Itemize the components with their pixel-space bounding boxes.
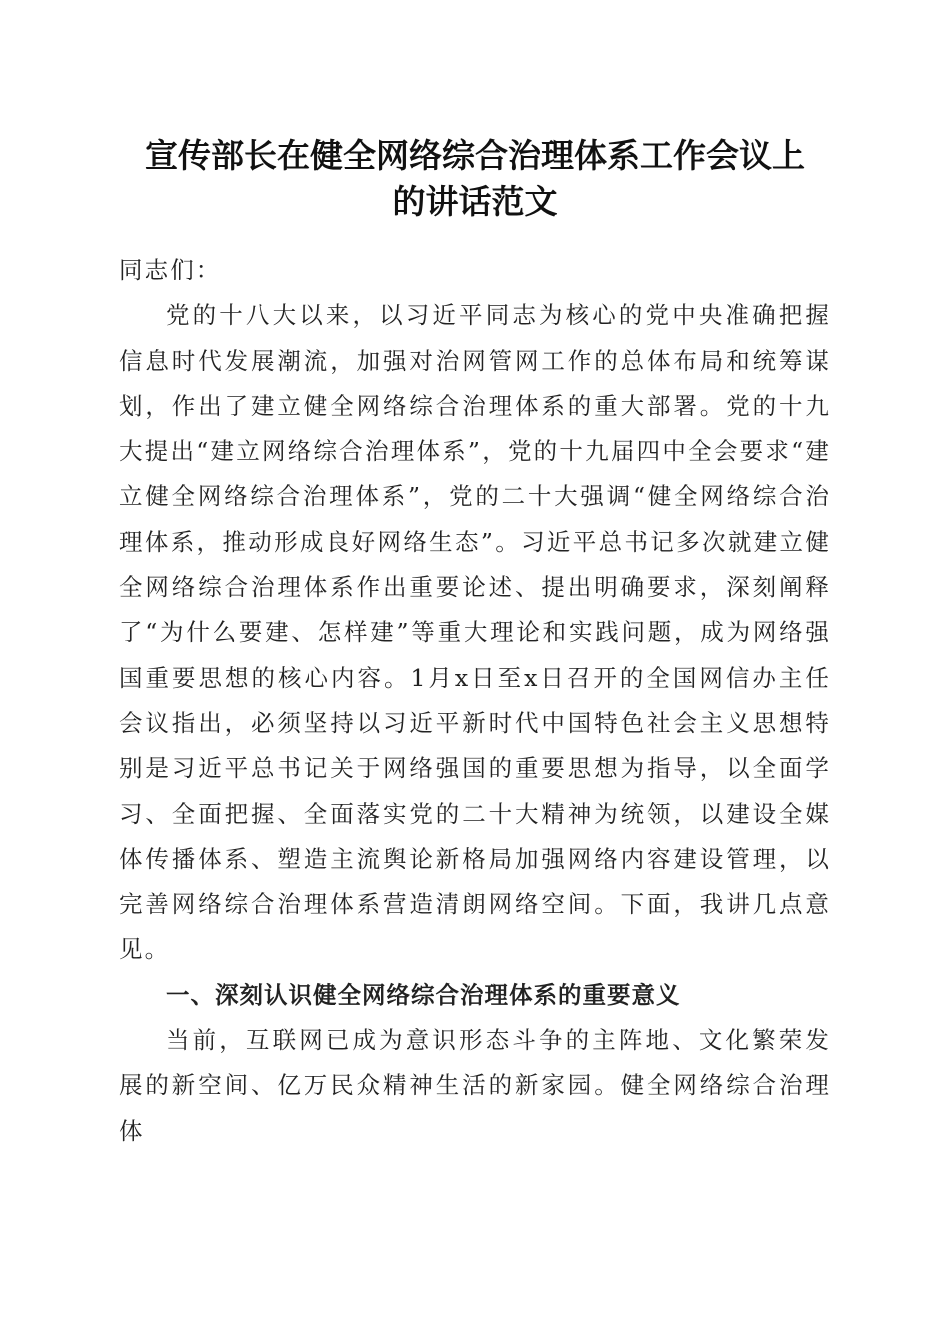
salutation: 同志们： — [119, 256, 222, 284]
title-line-1: 宣传部长在健全网络综合治理体系工作会议上 — [145, 136, 805, 175]
section-heading-1: 一、深刻认识健全网络综合治理体系的重要意义 — [166, 980, 681, 1009]
paragraph-intro: 党的十八大以来，以习近平同志为核心的党中央准确把握信息时代发展潮流，加强对治网管网工作的总体布局和统筹谋划，作出了建立健全网络综合治理体系的重大部署。党的十九大提出“建立网络综合治理体系”，党的十九届四中全会要求“建立健全网络综合治理体系”，党的二十大强调“健全网络综合治理体系，推动形成良好网络生态”。习近平总书记多次就建立健全网络综合治理体系作出重要论述、提出明确要求，深刻阐释了“为什么要建、怎样建”等重大理论和实践问题，成为网络强国重要思想的核心内容。1月x日至x日召开的全国网信办主任会议指出，必须坚持以习近平新时代中国特色社会主义思想特别是习近平总书记关于网络强国的重要思想为指导，以全面学习、全面把握、全面落实党的二十大精神为统领，以建设全媒体传播体系、塑造主流舆论新格局加强网络内容建设管理，以完善网络综合治理体系营造清朗网络空间。下面，我讲几点意见。 — [119, 301, 831, 964]
document-title — [100, 133, 850, 225]
paragraph-section-1: 当前，互联网已成为意识形态斗争的主阵地、文化繁荣发展的新空间、亿万民众精神生活的新家园。健全网络综合治理体 — [119, 1026, 831, 1145]
document-body — [119, 248, 831, 1154]
title-line-2: 的讲话范文 — [392, 182, 558, 221]
